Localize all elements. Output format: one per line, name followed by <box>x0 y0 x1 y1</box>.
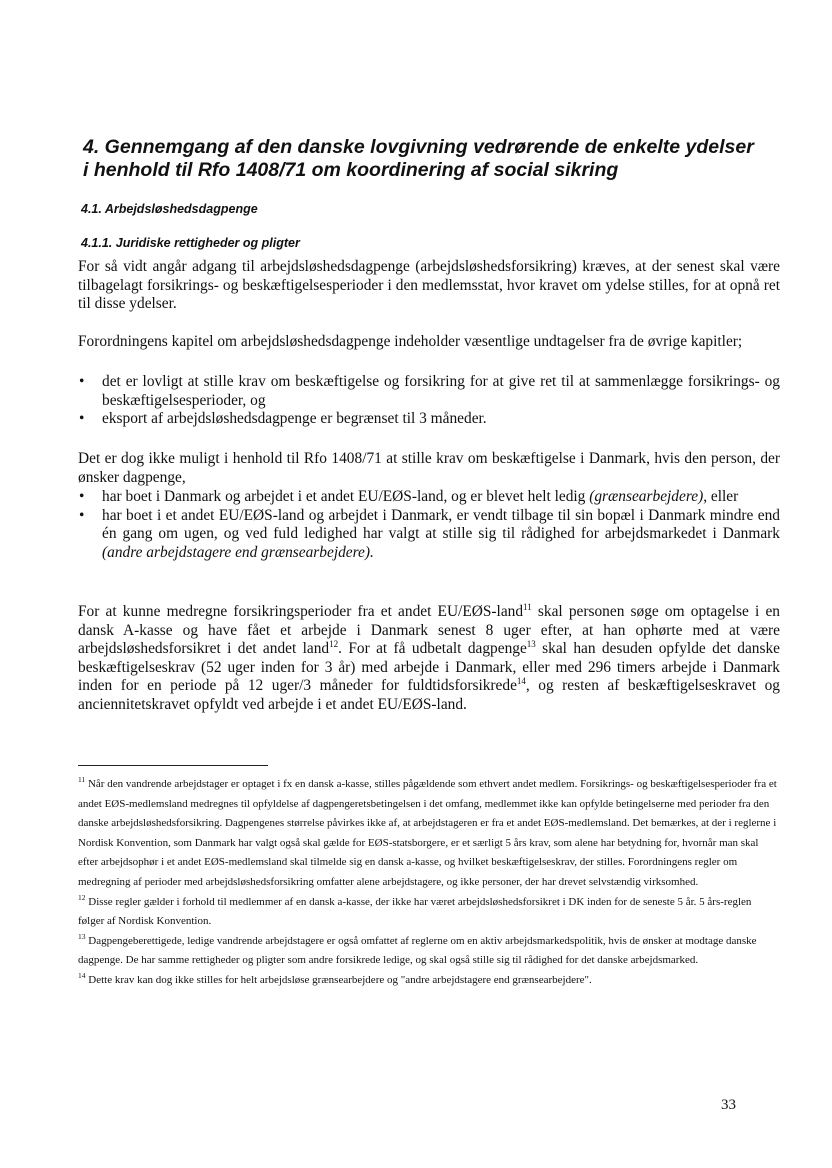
chapter-heading-line-1: 4. Gennemgang af den danske lovgivning vedrørende de enkelte ydelser <box>83 136 754 158</box>
footnote-ref: 13 <box>526 639 536 649</box>
section-heading: 4.1. Arbejdsløshedsdagpenge <box>81 202 258 216</box>
footnote-ref: 14 <box>516 676 526 686</box>
footnote: $^{12}$ Disse regler gælder i forhold til medlemmer af en dansk a-kasse, der ikke har været arbejdsløshedsforsikret i DK inden for de seneste 5 år. 5 års-reglen følger af Nordisk Konvention. <box>78 892 752 928</box>
footnote: $^{14}$ Dette krav kan dog ikke stilles for helt arbejdsløse grænsearbejdere og "andre arbejdstagere end grænsearbejdere". <box>78 970 592 986</box>
bullet-icon: • <box>79 506 85 524</box>
footnote-number: 12 <box>78 892 86 902</box>
chapter-heading-line-2: i henhold til Rfo 1408/71 om koordinering af social sikring <box>83 159 619 181</box>
list-item: • eksport af arbejdsløshedsdagpenge er begrænset til 3 måneder. <box>79 410 487 427</box>
paragraph-1: For så vidt angår adgang til arbejdsløshedsdagpenge (arbejdsløshedsforsikring) kræves, at der senest skal være tilbagelagt forsikrings- og beskæftigelsesperioder i den medlemsstat, hvor kravet om ydelse stilles, for at opnå ret til disse ydelser. <box>78 258 780 312</box>
bullet-icon: • <box>79 488 85 505</box>
bullet-list-2 <box>78 488 780 562</box>
bullet-icon: • <box>79 373 85 390</box>
footnote: $^{11}$ Når den vandrende arbejdstager er optaget i fx en dansk a-kasse, stilles pågældende som ethvert andet medlem. Forsikrings- og beskæftigelsesperioder fra et andet EØS-medlemsland medregnes til opfyldelse af dagpengeretsbetingelsen i det omfang, medlemmet ikke kan opfylde betingelserne med perioder fra den danske arbejdsløshedsforsikring. Dagpengenes størrelse påvirkes ikke af, at arbejdstageren er fra et andet EØS-medlemsland. Det bemærkes, at der i reglerne i Nordisk Konvention, som Danmark har valgt også skal gælde for EØS-statsborgere, er et særligt 5 års krav, som alene har betydning for, hvornår man skal efter arbejdsophør i et andet EØS-medlemsland skal tilmelde sig en dansk a-kasse, og hvilket beskæftigelseskrav, der stilles. Forordningens regler om medregning af perioder med arbejdsløshedsforsikring omfatter alene arbejdstagere, og ikke personer, der har drevet selvstændig virksomhed. <box>78 775 777 888</box>
footnote-number: 11 <box>78 775 86 784</box>
footnote-ref: 12 <box>329 639 339 649</box>
bullet-icon: • <box>79 410 85 427</box>
paragraph-2: Forordningens kapitel om arbejdsløshedsdagpenge indeholder væsentlige undtagelser fra de øvrige kapitler; <box>78 333 743 350</box>
list-item: • har boet i et andet EU/EØS-land og arbejdet i Danmark, er vendt tilbage til sin bopæl i Danmark mindre end én gang om ugen, og ved fuld ledighed har valgt at stille sig til rådighed for arbejdsmarkedet i Danmark (andre arbejdstagere end grænsearbejdere). <box>79 506 780 561</box>
paragraph-3: Det er dog ikke muligt i henhold til Rfo 1408/71 at stille krav om beskæftigelse i Danmark, hvis den person, der ønsker dagpenge, <box>78 450 780 486</box>
subsection-heading: 4.1.1. Juridiske rettigheder og pligter <box>81 236 300 250</box>
chapter-heading <box>83 136 773 182</box>
list-item: • det er lovligt at stille krav om beskæftigelse og forsikring for at give ret til at sammenlægge forsikrings- og beskæftigelsesperioder, og <box>79 373 780 409</box>
bullet-list-1 <box>78 373 780 429</box>
footnotes <box>78 775 778 991</box>
page-number: 33 <box>721 1097 736 1113</box>
footnote-divider <box>78 765 268 766</box>
footnote: $^{13}$ Dagpengeberettigede, ledige vandrende arbejdstagere er også omfattet af reglerne om en aktiv arbejdsmarkedspolitik, hvis de ønsker at modtage danske dagpenge. De har samme rettigheder og pligter som andre forsikrede ledige, og skal også stille sig til rådighed for det danske arbejdsmarked. <box>78 931 757 967</box>
footnote-number: 14 <box>78 970 86 980</box>
list-item: • har boet i Danmark og arbejdet i et andet EU/EØS-land, og er blevet helt ledig (grænsearbejdere), eller <box>79 488 739 505</box>
footnote-number: 13 <box>78 931 86 941</box>
paragraph-4: For at kunne medregne forsikringsperioder fra et andet EU/EØS-land$^{11}$ skal personen søge om optagelse i en dansk A-kasse og have fået et arbejde i Danmark senest 8 uger efter, at han ophørte med at være arbejdsløshedsforsikret i det andet land$^{12}$. For at få udbetalt dagpenge$^{13}$ skal han desuden opfylde det danske beskæftigelseskrav (52 uger inden for 3 år) med arbejde i Danmark, eller med 296 timers arbejde i Danmark inden for en periode på 12 uger/3 måneder for fuldtidsforsikrede$^{14}$, og resten af beskæftigelseskravet og anciennitetskravet opfyldt ved arbejde i et andet EU/EØS-land. <box>78 602 780 713</box>
footnote-ref: 11 <box>523 602 532 612</box>
